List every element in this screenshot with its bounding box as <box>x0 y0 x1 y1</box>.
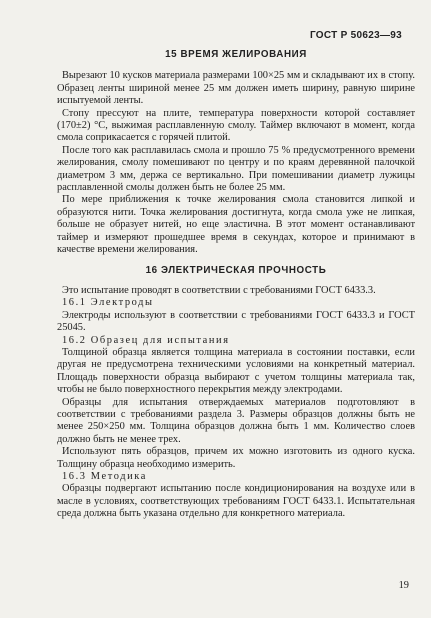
subsection-16-3-text: Образцы подвергают испытанию после кондиционирования на воздухе или в масле в условиях, соответствующих требованиям ГОСТ 6433.1. Испытательная среда должна быть указана отдельно для конкретного материала. <box>57 483 415 520</box>
section-16-intro: Это испытание проводят в соответствии с требованиями ГОСТ 6433.3. <box>62 284 376 296</box>
page-number: 19 <box>398 580 409 591</box>
subsection-16-3-title: 16.3 Методика <box>62 471 147 482</box>
standard-header: ГОСТ Р 50623—93 <box>309 30 402 41</box>
subsection-16-1-title: 16.1 Электроды <box>62 297 154 309</box>
subsection-16-2-paragraph-3: Используют пять образцов, причем их можно изготовить из одного куска. Толщину образца необходимо измерить. <box>57 446 415 470</box>
section-15-paragraph-3: После того как расплавилась смола и прошло 75 % предусмотренного времени желирования, смолу помешивают по центру и по краям деревянной палочкой диаметром 3 мм, держа се вертикально. При помешивании диаметр лужицы расплавленной смолы должен быть не более 25 мм. <box>57 144 415 194</box>
section-16-title: 16 ЭЛЕКТРИЧЕСКАЯ ПРОЧНОСТЬ <box>145 264 327 276</box>
section-15-paragraph-4: По мере приближения к точке желирования смола становится липкой и образуются нити. Точка желирования достигнута, когда смола уже не липкая, больше не образует нитей, но еще эластична. В этот момент останавливают таймер и измеряют прошедшее время в секундах, которое и принимают в качестве времени желирования. <box>57 194 415 256</box>
section-15-paragraph-1: Вырезают 10 кусков материала размерами 100×25 мм и складывают их в стопу. Образец ленты шириной менее 25 мм должен иметь ширину, равную ширине испытуемой ленты. <box>57 70 415 107</box>
subsection-16-2-title: 16.2 Образец для испытания <box>62 334 230 346</box>
page-content <box>57 48 415 521</box>
subsection-16-2-paragraph-2: Образцы для испытания отверждаемых материалов подготовляют в соответствии с требованиями раздела 3. Размеры образцов должны быть не менее 250×250 мм. Толщина образцов должна быть 1 мм. Количество слоев должно быть не менее трех. <box>57 396 415 445</box>
section-15-title: 15 ВРЕМЯ ЖЕЛИРОВАНИЯ <box>165 49 307 60</box>
subsection-16-1-text: Электроды используют в соответствии с требованиями ГОСТ 6433.3 и ГОСТ 25045. <box>57 309 415 334</box>
section-15-paragraph-2: Стопу прессуют на плите, температура поверхности которой составляет (170±2) °С, выжимая расплавленную смолу. Таймер включают в момент, когда смола соприкасается с горячей плитой. <box>57 107 415 144</box>
subsection-16-2-paragraph-1: Толщиной образца является толщина материала в состоянии поставки, если другая не предусмотрена техническими условиями на конкретный материал. Площадь поверхности образца выбирают с учетом толщины материала так, чтобы не было поверхностного перекрытия между электродами. <box>57 346 415 396</box>
